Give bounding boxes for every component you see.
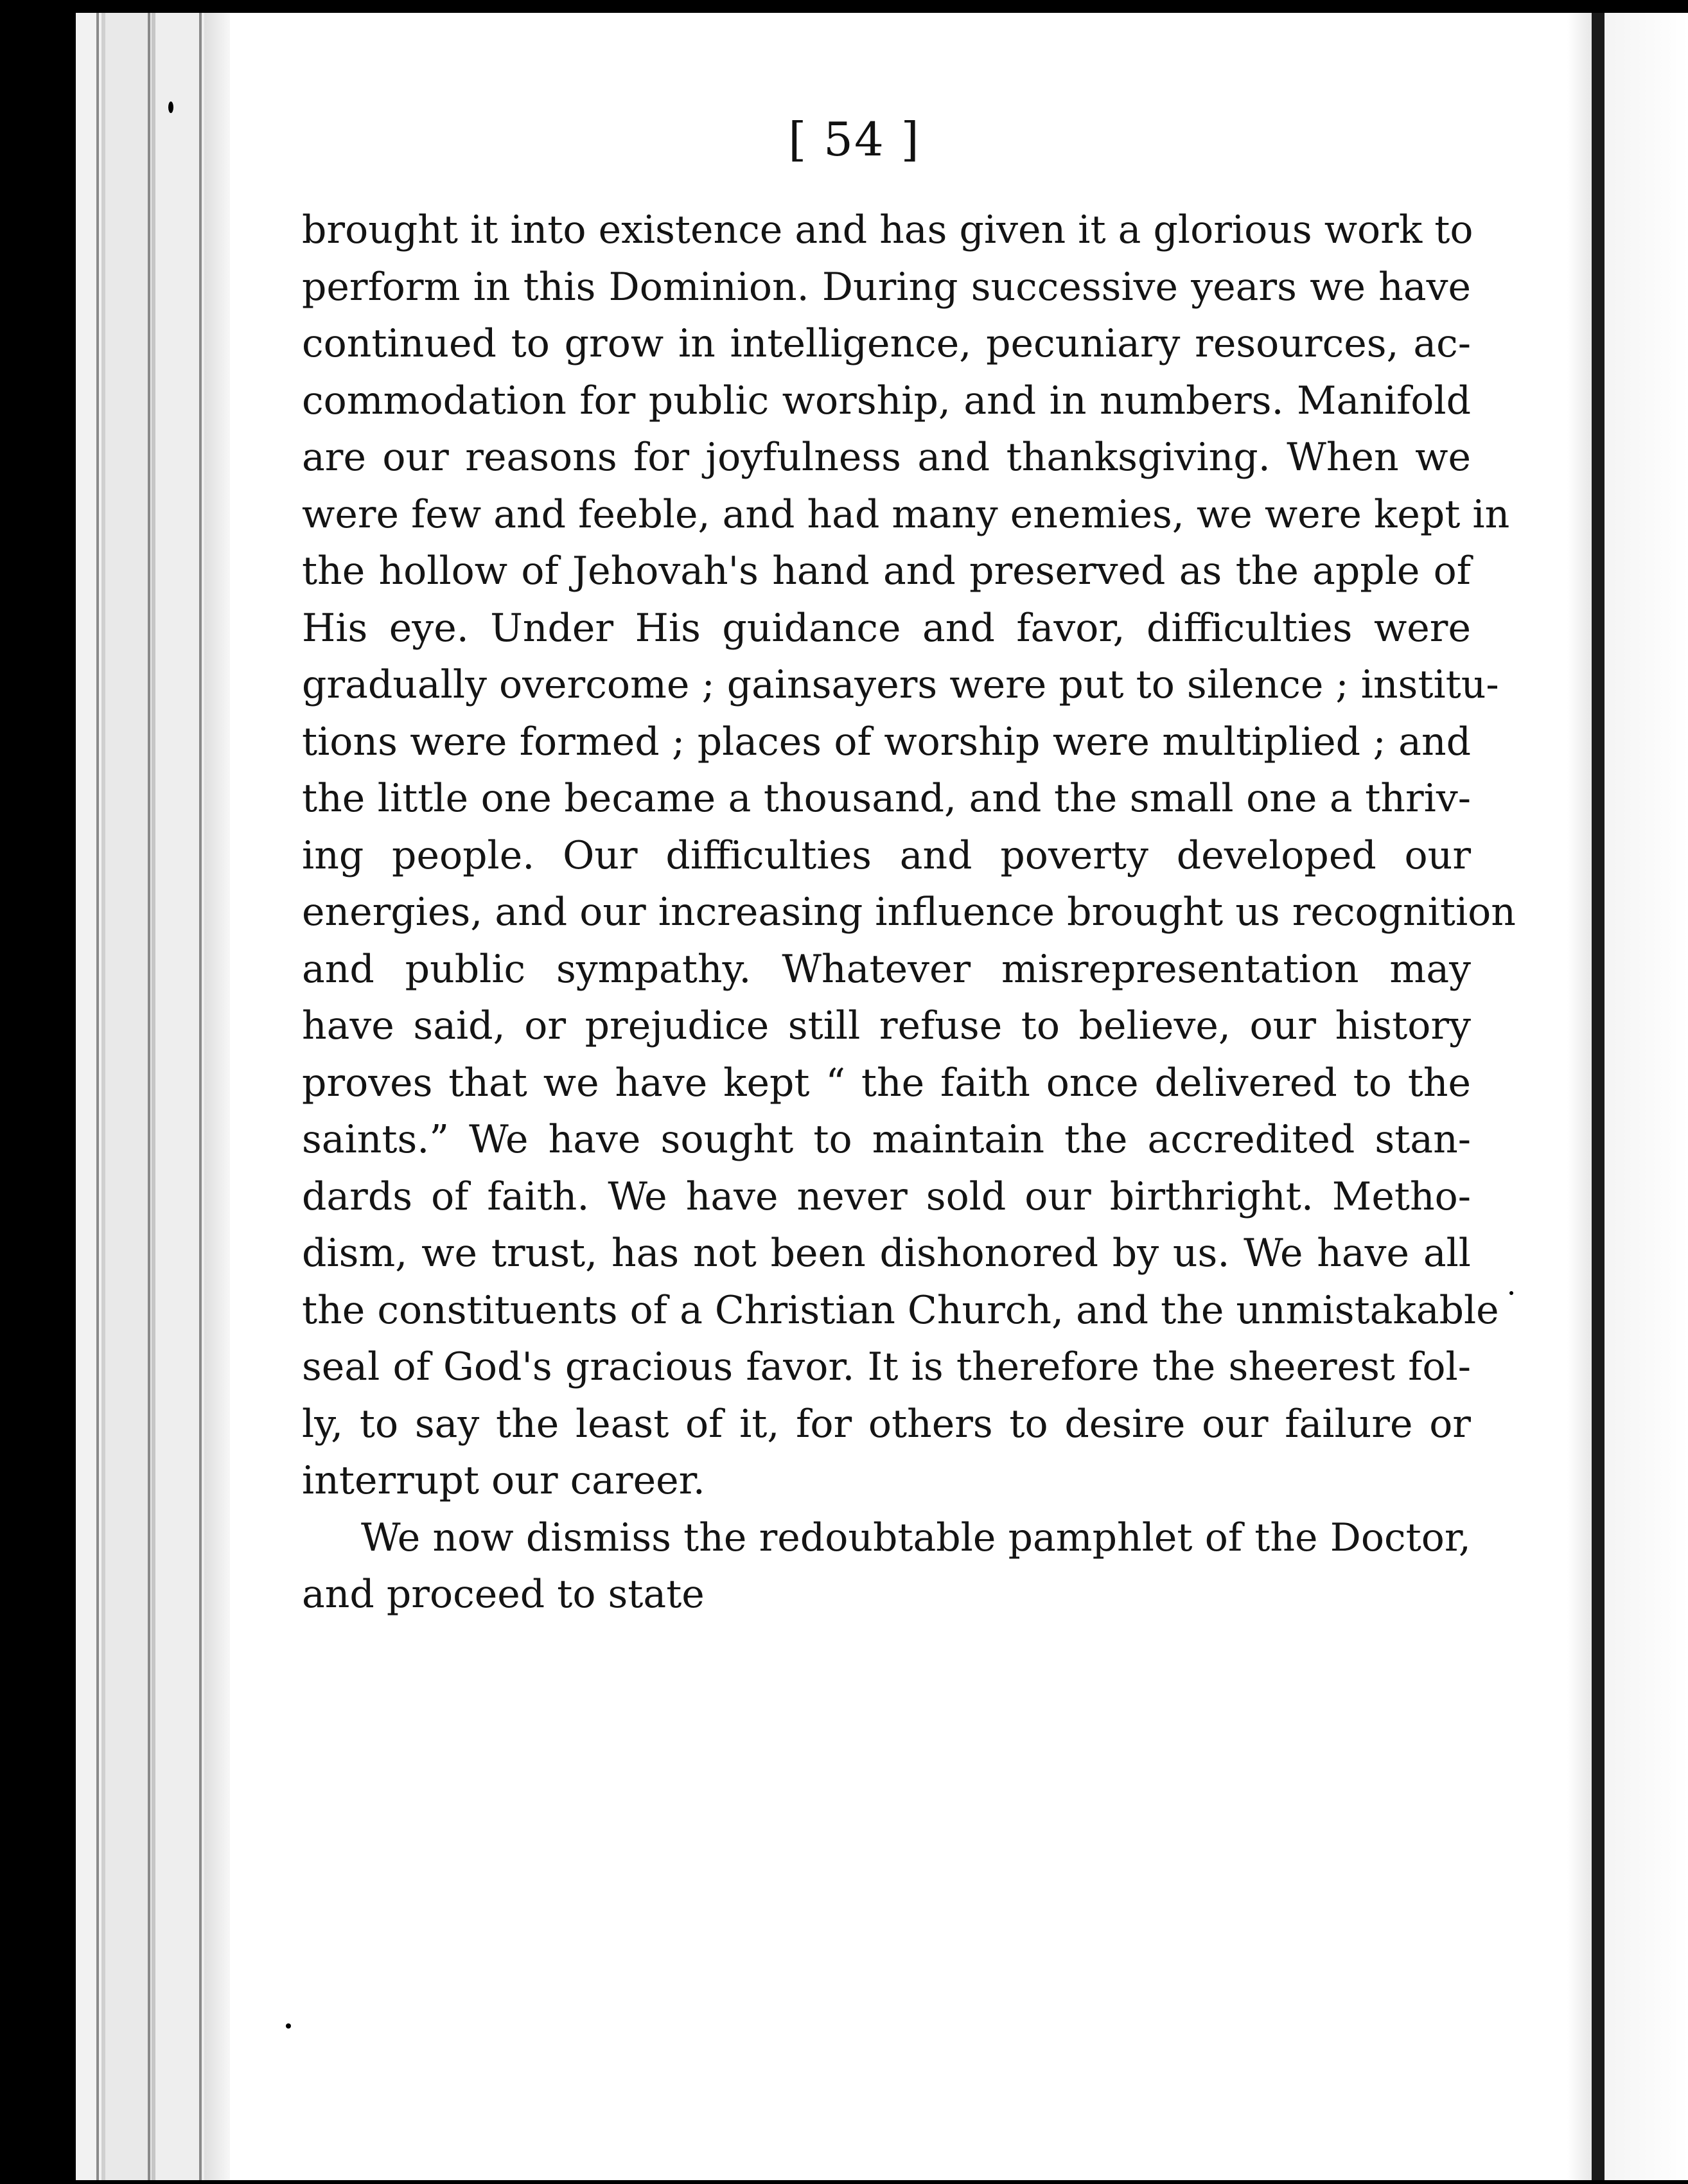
text-line: commodation for public worship, and in numbers. Manifold <box>302 378 1471 423</box>
facing-page-edge <box>1604 13 1688 2180</box>
text-line: the hollow of Jehovah's hand and preserved as the apple of <box>302 549 1471 594</box>
text-line: are our reasons for joyfulness and thanksgiving. When we <box>302 435 1471 480</box>
scan-speck <box>1509 1291 1513 1295</box>
text-line: dards of faith. We have never sold our birthright. Metho- <box>302 1174 1471 1219</box>
text-line: interrupt our career. <box>302 1458 705 1503</box>
page-edge-line <box>148 13 150 2180</box>
text-line: perform in this Dominion. During successive years we have <box>302 264 1471 310</box>
body-text <box>302 202 1516 1623</box>
spine-shadow <box>1567 13 1593 2180</box>
text-line: continued to grow in intelligence, pecuniary resources, ac- <box>302 321 1471 366</box>
paragraph-2 <box>302 1510 1471 1623</box>
text-line: tions were formed ; places of worship were multiplied ; and <box>302 719 1471 764</box>
scan-speck <box>168 101 173 113</box>
text-line: seal of God's gracious favor. It is therefore the sheerest fol- <box>302 1344 1471 1389</box>
text-line: the little one became a thousand, and the small one a thriv- <box>302 776 1471 821</box>
text-line: energies, and our increasing influence brought us recognition <box>302 890 1516 935</box>
text-line: and proceed to state <box>302 1572 705 1617</box>
text-line: and public sympathy. Whatever misrepresentation may <box>302 946 1471 992</box>
text-line: the constituents of a Christian Church, and the unmistakable <box>302 1287 1499 1333</box>
text-line: ing people. Our difficulties and poverty developed our <box>302 832 1471 878</box>
text-line: gradually overcome ; gainsayers were put to silence ; institu- <box>302 662 1499 707</box>
page-number: [ 54 ] <box>788 112 920 166</box>
text-line: brought it into existence and has given it a glorious work to <box>302 207 1473 252</box>
book-spine <box>1592 13 1604 2180</box>
text-line: saints.” We have sought to maintain the accredited stan- <box>302 1117 1471 1162</box>
page-edge-line <box>96 13 99 2180</box>
scan-speck <box>286 2023 291 2029</box>
scan-speck <box>26 1323 32 1330</box>
text-line: proves that we have kept “ the faith once delivered to the <box>302 1060 1471 1105</box>
text-line: have said, or prejudice still refuse to believe, our history <box>302 1003 1471 1048</box>
text-line: His eye. Under His guidance and favor, difficulties were <box>302 605 1471 651</box>
text-line: ly, to say the least of it, for others to desire our failure or <box>302 1401 1471 1447</box>
text-line: We now dismiss the redoubtable pamphlet of the Doctor, <box>361 1515 1471 1560</box>
page-edges <box>76 13 230 2180</box>
text-line: were few and feeble, and had many enemies, we were kept in <box>302 491 1510 537</box>
paragraph-1 <box>302 202 1516 1510</box>
page-edge-line <box>199 13 202 2180</box>
text-line: dism, we trust, has not been dishonored by us. We have all <box>302 1231 1471 1276</box>
